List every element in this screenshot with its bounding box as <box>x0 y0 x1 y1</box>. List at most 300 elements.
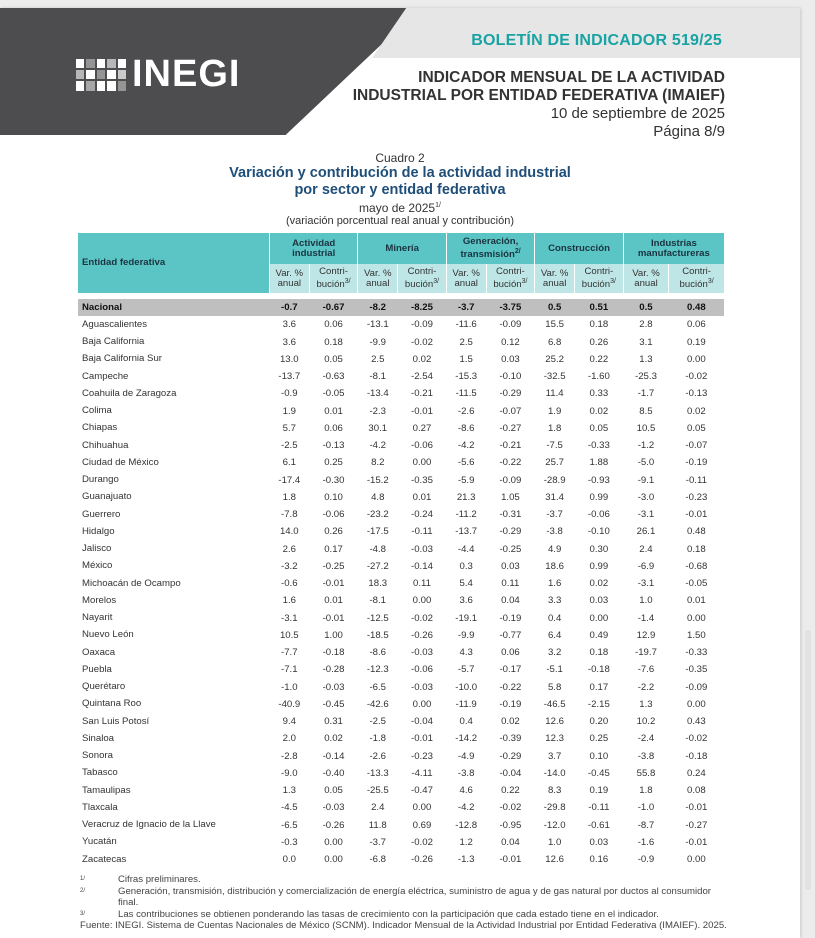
var-cell: -4.9 <box>457 750 475 762</box>
var-cell: 21.3 <box>456 491 476 503</box>
contribution-cell: -0.09 <box>411 319 433 331</box>
entity-name: Nacional <box>78 299 269 316</box>
var-cell: -5.7 <box>457 664 475 676</box>
scrollbar[interactable] <box>805 630 811 890</box>
contribution-cell: -0.18 <box>322 647 345 659</box>
var-cell: -8.6 <box>369 647 387 659</box>
entity-name: Guerrero <box>82 508 121 520</box>
contribution-cell: -0.02 <box>499 802 522 814</box>
var-cell: 18.6 <box>545 560 564 572</box>
var-cell: -1.0 <box>637 802 655 814</box>
var-cell: 18.3 <box>368 578 388 590</box>
var-cell: -17.4 <box>278 474 301 486</box>
contribution-cell: -0.26 <box>411 629 433 641</box>
table-row <box>78 420 724 437</box>
var-cell: -7.5 <box>546 440 563 452</box>
contribution-cell: -0.28 <box>322 664 345 676</box>
var-cell: -9.9 <box>457 629 475 641</box>
var-cell: 0.5 <box>623 299 668 316</box>
contribution-cell: 1.50 <box>687 629 706 641</box>
contribution-cell: -0.06 <box>411 664 433 676</box>
contribution-cell: -0.02 <box>411 836 433 848</box>
contribution-cell: -0.06 <box>322 509 345 521</box>
var-cell: 1.3 <box>282 785 296 797</box>
footnote-key: 3/ <box>80 910 86 917</box>
var-cell: -2.5 <box>281 440 298 452</box>
contribution-cell: -0.35 <box>685 664 708 676</box>
var-cell: 4.3 <box>459 647 473 659</box>
group-header-sup: 2/ <box>514 247 521 255</box>
var-cell: -9.0 <box>281 767 298 779</box>
footnote-text: Generación, transmisión, distribución y comercialización de energía eléctrica, suministro de agua y de gas natural por ductos al consumidor final. <box>118 885 711 908</box>
contribution-cell: -0.27 <box>499 422 522 434</box>
contribution-cell: -0.23 <box>685 491 708 503</box>
contribution-cell: 0.17 <box>589 681 609 693</box>
var-cell: -32.5 <box>543 371 566 383</box>
subheader-con-sup: 3/ <box>521 277 528 285</box>
var-cell: 1.9 <box>547 405 562 417</box>
contribution-cell: -0.11 <box>411 526 433 538</box>
var-cell: -11.9 <box>455 698 477 710</box>
contribution-cell: 0.01 <box>324 595 343 607</box>
subheader-var-line1: Var. % <box>363 267 392 279</box>
entity-name: San Luis Potosí <box>82 715 150 727</box>
contribution-cell: 0.05 <box>324 785 343 797</box>
table-row <box>78 696 724 713</box>
var-cell: -14.0 <box>543 767 566 779</box>
contribution-cell: 0.18 <box>687 543 706 555</box>
var-cell: -4.8 <box>369 543 387 555</box>
table-row <box>78 575 724 592</box>
contribution-cell: 0.04 <box>501 595 520 607</box>
var-cell: 5.4 <box>459 578 473 590</box>
var-cell: 1.9 <box>282 405 296 417</box>
contribution-cell: 0.00 <box>324 836 343 848</box>
contribution-cell: 0.11 <box>501 578 520 590</box>
cuadro-label: Cuadro 2 <box>375 151 425 165</box>
contribution-cell: -0.45 <box>587 767 610 779</box>
subheader-con-line2: bución <box>493 279 522 291</box>
entity-name: Chiapas <box>82 422 118 434</box>
group-header-line1: Generación, <box>462 235 519 247</box>
var-cell: -2.4 <box>637 733 655 745</box>
table-row <box>78 661 724 678</box>
contribution-cell: 0.11 <box>412 578 431 590</box>
contribution-cell: 0.48 <box>669 299 724 316</box>
contribution-cell: -0.21 <box>499 440 522 452</box>
contribution-cell: 0.51 <box>574 299 623 316</box>
var-cell: 1.2 <box>459 836 473 848</box>
contribution-cell: -0.02 <box>685 733 708 745</box>
var-cell: 2.4 <box>371 802 385 814</box>
contribution-cell: -0.25 <box>322 560 345 572</box>
contribution-cell: -0.06 <box>411 440 433 452</box>
var-cell: -15.2 <box>366 474 389 486</box>
var-cell: -4.4 <box>457 543 475 555</box>
contribution-cell: 0.69 <box>412 819 432 831</box>
var-cell: 5.8 <box>547 681 562 693</box>
contribution-cell: -0.26 <box>322 819 345 831</box>
subheader-var-line1: Var. % <box>275 267 304 279</box>
footnote-text: Fuente: INEGI. Sistema de Cuentas Nacionales de México (SCNM). Indicador Mensual de la Actividad Industrial por Entidad Federativa (IMAIEF). 2025. <box>80 920 727 931</box>
group-header-line1: Construcción <box>548 242 610 254</box>
var-cell: -3.2 <box>281 560 298 572</box>
contribution-cell: -0.19 <box>499 612 522 624</box>
var-cell: 0.0 <box>282 854 296 866</box>
contribution-cell: -0.07 <box>685 440 708 452</box>
var-cell: 4.6 <box>459 785 473 797</box>
table-row <box>78 489 724 506</box>
subheader-var-line2: anual <box>366 277 390 289</box>
entity-name: Zacatecas <box>82 853 127 865</box>
var-cell: -42.6 <box>366 698 389 710</box>
var-cell: -3.1 <box>637 578 655 590</box>
entity-name: Michoacán de Ocampo <box>82 577 181 589</box>
subheader-con-line2: bución <box>404 279 434 291</box>
contribution-cell: 0.49 <box>589 629 609 641</box>
contribution-cell: -0.01 <box>499 854 522 866</box>
contribution-cell: -0.30 <box>322 474 345 486</box>
subheader-con-sup: 3/ <box>610 277 616 285</box>
var-cell: 2.5 <box>371 353 385 365</box>
var-cell: 10.5 <box>636 422 656 434</box>
table-row <box>78 385 724 402</box>
var-cell: 1.8 <box>639 785 653 797</box>
footnote <box>80 920 730 932</box>
subheader-con-sup: 3/ <box>433 277 440 285</box>
contribution-cell: 0.02 <box>687 405 706 417</box>
entity-name: Tamaulipas <box>82 784 131 796</box>
contribution-cell: 0.17 <box>324 543 343 555</box>
var-cell: 2.6 <box>282 543 296 555</box>
var-cell: -28.9 <box>543 474 566 486</box>
contribution-cell: 0.03 <box>501 353 520 365</box>
contribution-cell: -0.95 <box>499 819 522 831</box>
var-cell: -1.3 <box>457 854 475 866</box>
contribution-cell: -0.05 <box>685 578 708 590</box>
var-cell: 1.8 <box>282 491 296 503</box>
table-row <box>78 506 724 523</box>
contribution-cell: 0.24 <box>687 767 706 779</box>
contribution-cell: -0.77 <box>499 629 522 641</box>
var-cell: -7.7 <box>281 647 298 659</box>
contribution-cell: -0.01 <box>322 578 345 590</box>
entity-name: Campeche <box>82 370 129 382</box>
footnote <box>80 886 730 909</box>
var-cell: -11.2 <box>455 509 477 521</box>
contribution-cell: -0.14 <box>411 560 433 572</box>
contribution-cell: -0.40 <box>322 767 345 779</box>
var-cell: -6.8 <box>369 854 387 866</box>
contribution-cell: 1.00 <box>324 629 343 641</box>
contribution-cell: 0.10 <box>589 750 609 762</box>
group-header <box>623 233 724 264</box>
var-cell: -3.8 <box>637 750 655 762</box>
table-row <box>78 834 724 851</box>
subheader-contribution <box>309 264 358 293</box>
contribution-cell: -0.93 <box>587 474 610 486</box>
table-row <box>78 316 724 333</box>
group-header <box>269 233 357 264</box>
contribution-cell: -0.18 <box>685 750 708 762</box>
contribution-cell: -4.11 <box>411 767 433 779</box>
contribution-cell: -0.29 <box>499 388 522 400</box>
contribution-cell: -0.19 <box>685 457 708 469</box>
var-cell: -29.8 <box>543 802 566 814</box>
var-cell: -9.9 <box>369 336 387 348</box>
subheader-con-line2: bución <box>316 279 345 291</box>
var-cell: -2.5 <box>369 716 387 728</box>
inegi-logo-text: INEGI <box>132 53 241 95</box>
contribution-cell: -0.02 <box>685 371 708 383</box>
var-cell: 8.3 <box>547 785 562 797</box>
entity-name: México <box>82 560 113 572</box>
var-cell: 2.4 <box>639 543 653 555</box>
group-header-line1: Minería <box>385 242 419 254</box>
var-cell: -0.7 <box>269 299 309 316</box>
contribution-cell: 0.25 <box>324 457 343 469</box>
entity-name: Oaxaca <box>82 646 116 658</box>
contribution-cell: 0.12 <box>501 336 520 348</box>
contribution-cell: 0.00 <box>412 698 432 710</box>
var-cell: 1.8 <box>547 422 562 434</box>
var-cell: -5.1 <box>546 664 563 676</box>
var-cell: -7.1 <box>281 664 298 676</box>
subheader-con-sup: 3/ <box>344 277 351 285</box>
var-cell: 10.2 <box>636 716 656 728</box>
table-row <box>78 558 724 575</box>
contribution-cell: -0.03 <box>411 647 433 659</box>
var-cell: -0.3 <box>281 836 298 848</box>
subheader-contribution <box>486 264 535 293</box>
inegi-logo-icon <box>76 59 126 91</box>
contribution-cell: 0.05 <box>687 422 706 434</box>
var-cell: 8.2 <box>371 457 385 469</box>
footnote-text: Cifras preliminares. <box>118 874 201 885</box>
var-cell: 10.5 <box>279 629 299 641</box>
table-row <box>78 523 724 540</box>
contribution-cell: -0.17 <box>499 664 522 676</box>
contribution-cell: 0.02 <box>501 716 520 728</box>
entity-name: Jalisco <box>82 543 112 555</box>
table-row <box>78 437 724 454</box>
var-cell: -13.3 <box>366 767 389 779</box>
contribution-cell: -2.15 <box>587 698 610 710</box>
table-row <box>78 644 724 661</box>
contribution-cell: -0.39 <box>499 733 522 745</box>
contribution-cell: 0.00 <box>589 612 609 624</box>
contribution-cell: 0.18 <box>589 647 609 659</box>
var-cell: 12.9 <box>636 629 656 641</box>
contribution-cell: -0.01 <box>685 802 708 814</box>
contribution-cell: -0.33 <box>587 440 610 452</box>
subheader-con-sup: 3/ <box>707 277 714 285</box>
contribution-cell: 0.00 <box>687 698 706 710</box>
subheader-contribution <box>398 264 447 293</box>
contribution-cell: -0.35 <box>411 474 433 486</box>
contribution-cell: -0.13 <box>685 388 708 400</box>
entity-name: Hidalgo <box>82 525 115 537</box>
contribution-cell: -0.01 <box>411 733 433 745</box>
table-row <box>78 610 724 627</box>
var-cell: 55.8 <box>636 767 656 779</box>
var-cell: -27.2 <box>366 560 389 572</box>
contribution-cell: -0.19 <box>499 698 522 710</box>
contribution-cell: -0.21 <box>411 388 433 400</box>
var-cell: 31.4 <box>545 491 564 503</box>
entity-header-label: Entidad federativa <box>82 257 166 268</box>
var-cell: -3.1 <box>281 612 298 624</box>
var-cell: 25.7 <box>545 457 564 469</box>
table-row <box>78 730 724 747</box>
var-cell: -1.2 <box>637 440 655 452</box>
var-cell: -1.0 <box>281 681 298 693</box>
contribution-cell: -0.67 <box>309 299 358 316</box>
var-cell: 1.3 <box>639 353 653 365</box>
var-cell: 2.0 <box>282 733 296 745</box>
var-cell: -5.0 <box>637 457 655 469</box>
entity-name: Sonora <box>82 750 113 762</box>
var-cell: -1.4 <box>637 612 655 624</box>
contribution-cell: 0.02 <box>324 733 343 745</box>
var-cell: -5.9 <box>457 474 475 486</box>
var-cell: 1.6 <box>282 595 296 607</box>
contribution-cell: -0.01 <box>685 509 708 521</box>
var-cell: -8.1 <box>369 595 387 607</box>
var-cell: -11.6 <box>455 319 477 331</box>
entity-name: Quintana Roo <box>82 698 142 710</box>
contribution-cell: -0.02 <box>411 336 433 348</box>
var-cell: -17.5 <box>366 526 389 538</box>
contribution-cell: 0.26 <box>589 336 609 348</box>
var-cell: -12.8 <box>455 819 478 831</box>
var-cell: 3.2 <box>547 647 562 659</box>
contribution-cell: 0.00 <box>412 802 432 814</box>
var-cell: -8.2 <box>358 299 398 316</box>
var-cell: -7.6 <box>637 664 655 676</box>
group-header <box>535 233 623 264</box>
var-cell: -3.8 <box>457 767 475 779</box>
var-cell: -0.9 <box>281 388 298 400</box>
subheader-var <box>623 264 668 293</box>
contribution-cell: 0.05 <box>589 422 609 434</box>
var-cell: 12.3 <box>545 733 564 745</box>
var-cell: -1.8 <box>369 733 387 745</box>
var-cell: 1.5 <box>459 353 473 365</box>
footnotes <box>80 874 730 932</box>
table-row <box>78 368 724 385</box>
contribution-cell: -0.18 <box>587 664 610 676</box>
table-row <box>78 454 724 471</box>
subheader-contribution <box>669 264 724 293</box>
table-row <box>78 817 724 834</box>
report-date: 10 de septiembre de 2025 <box>550 105 725 122</box>
var-cell: -23.2 <box>366 509 389 521</box>
contribution-cell: -0.25 <box>499 543 522 555</box>
var-cell: -3.7 <box>546 509 563 521</box>
var-cell: 14.0 <box>279 526 299 538</box>
contribution-cell: -0.03 <box>411 543 433 555</box>
contribution-cell: -0.09 <box>685 681 708 693</box>
table-row <box>78 713 724 730</box>
contribution-cell: 0.01 <box>412 491 432 503</box>
footnote-text: Las contribuciones se obtienen ponderando las tasas de crecimiento con la participación que cada estado tiene en el indicador. <box>118 908 659 920</box>
contribution-cell: -0.03 <box>411 681 433 693</box>
var-cell: -12.0 <box>543 819 566 831</box>
subheader-var <box>446 264 486 293</box>
var-cell: 0.3 <box>459 560 473 572</box>
contribution-cell: -0.27 <box>685 819 708 831</box>
var-cell: 6.1 <box>282 457 296 469</box>
table-caption <box>0 151 800 227</box>
table-row <box>78 403 724 420</box>
var-cell: 3.1 <box>639 336 653 348</box>
contribution-cell: -8.25 <box>398 299 447 316</box>
var-cell: -5.6 <box>457 457 475 469</box>
contribution-cell: -0.45 <box>322 698 345 710</box>
var-cell: -6.5 <box>281 819 298 831</box>
entity-name: Nayarit <box>82 612 113 624</box>
table-row <box>78 592 724 609</box>
contribution-cell: 0.10 <box>324 491 343 503</box>
var-cell: 6.4 <box>547 629 562 641</box>
contribution-cell: 0.25 <box>589 733 609 745</box>
contribution-cell: 0.00 <box>687 612 706 624</box>
var-cell: -4.2 <box>457 440 475 452</box>
subheader-var-line2: anual <box>277 277 302 289</box>
var-cell: 3.6 <box>459 595 473 607</box>
group-header-line2: transmisión <box>460 249 515 261</box>
var-cell: -3.8 <box>546 526 563 538</box>
contribution-cell: -0.06 <box>587 509 610 521</box>
var-cell: 1.0 <box>639 595 653 607</box>
entity-name: Guanajuato <box>82 491 132 503</box>
var-cell: -2.6 <box>369 750 387 762</box>
var-cell: 12.6 <box>545 854 564 866</box>
contribution-cell: -2.54 <box>411 371 433 383</box>
entity-name: Yucatán <box>82 836 117 848</box>
contribution-cell: 0.02 <box>589 405 609 417</box>
subheader-var-line2: anual <box>542 277 567 289</box>
contribution-cell: 0.03 <box>501 560 520 572</box>
footnote-key: 2/ <box>80 887 86 894</box>
var-cell: -8.1 <box>369 371 387 383</box>
contribution-cell: 0.00 <box>687 854 706 866</box>
contribution-cell: -0.47 <box>411 785 433 797</box>
subheader-con-line2: bución <box>581 279 611 291</box>
table-row <box>78 627 724 644</box>
report-title-line2: INDUSTRIAL POR ENTIDAD FEDERATIVA (IMAIEF) <box>352 87 725 104</box>
entity-name: Tlaxcala <box>82 801 118 813</box>
contribution-cell: -0.10 <box>587 526 610 538</box>
contribution-cell: -0.09 <box>499 319 522 331</box>
contribution-cell: 0.00 <box>324 854 343 866</box>
contribution-cell: 0.16 <box>589 854 609 866</box>
subheader-var-line1: Var. % <box>632 267 660 279</box>
entity-name: Veracruz de Ignacio de la Llave <box>82 819 216 831</box>
contribution-cell: 0.19 <box>589 785 609 797</box>
var-cell: 12.6 <box>545 716 564 728</box>
table-month: mayo de $2025^{1/}$ <box>359 201 441 215</box>
contribution-cell: -0.01 <box>322 612 345 624</box>
var-cell: -1.7 <box>637 388 655 400</box>
page-number: Página 8/9 <box>653 123 725 140</box>
contribution-cell: -0.01 <box>685 836 708 848</box>
var-cell: 4.9 <box>547 543 562 555</box>
contribution-cell: 0.48 <box>687 526 706 538</box>
subheader-con-line2: bución <box>679 279 708 291</box>
contribution-cell: -0.05 <box>322 388 345 400</box>
